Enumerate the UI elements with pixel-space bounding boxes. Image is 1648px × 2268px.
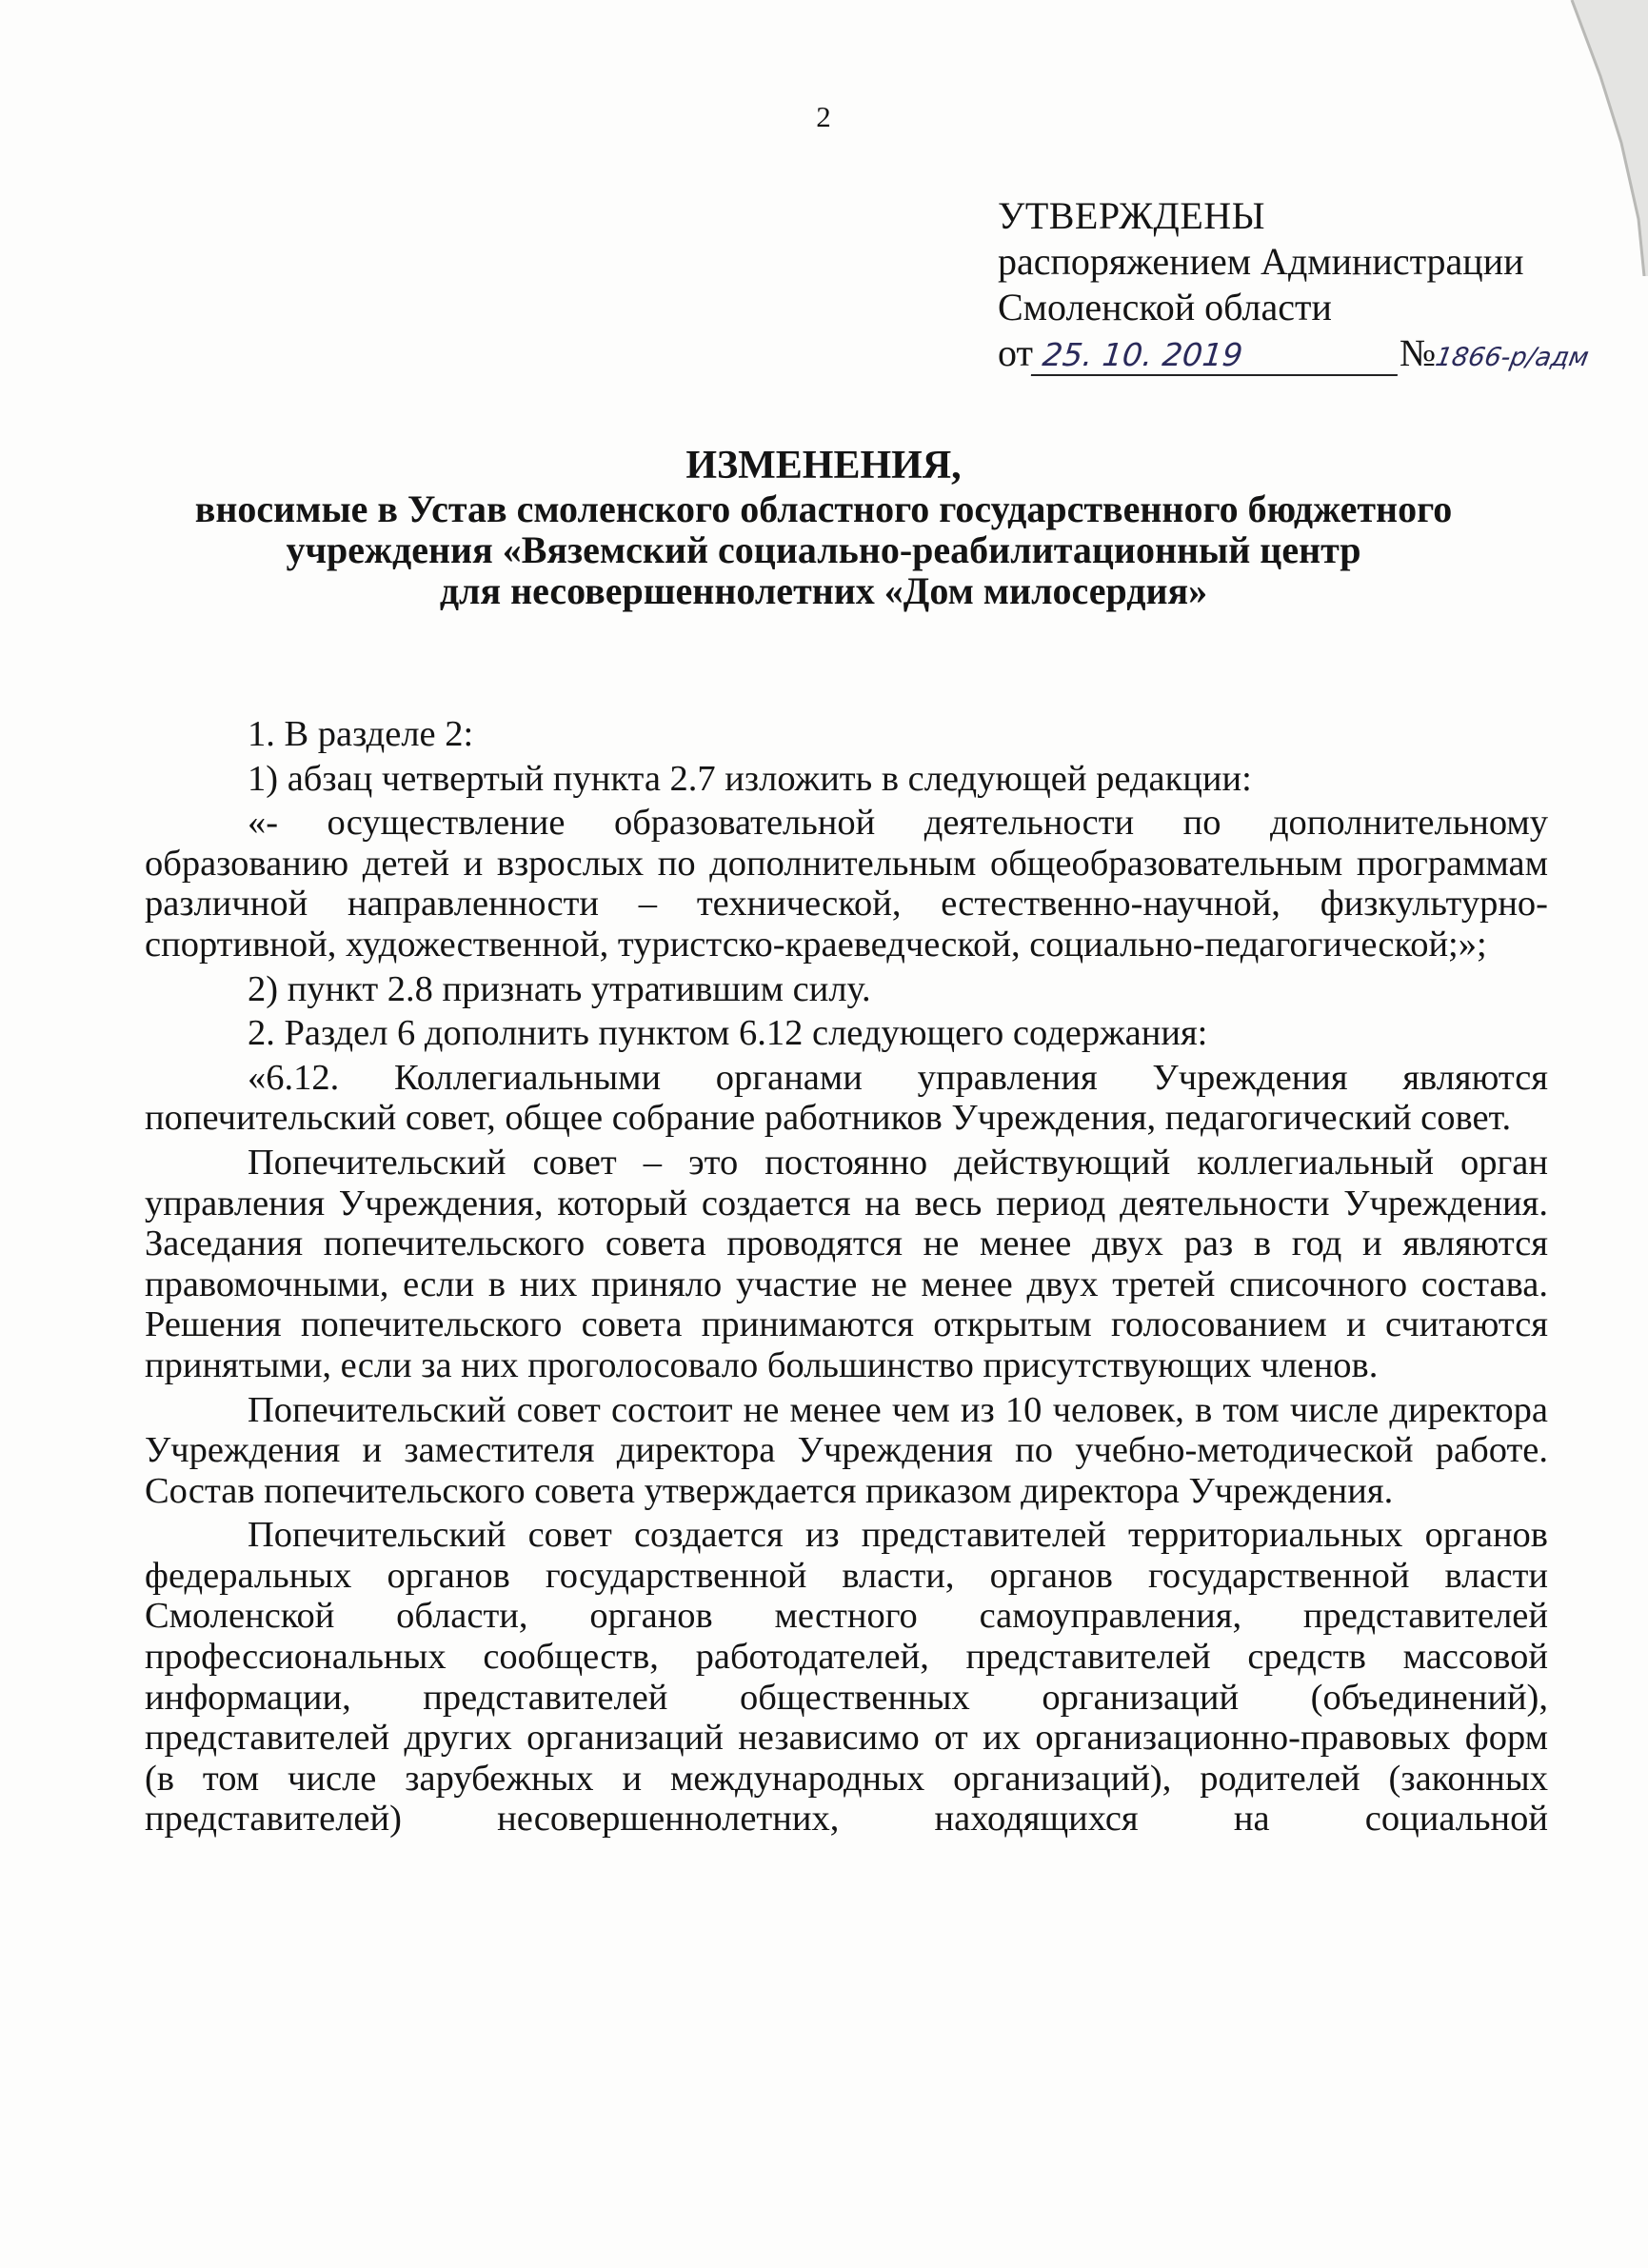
handwritten-date: 25. 10. 2019 (1031, 336, 1401, 376)
approval-stamp-block (998, 193, 1607, 377)
paragraph-item-2: 2) пункт 2.8 признать утратившим силу. (248, 968, 871, 1009)
page-number: 2 (816, 100, 832, 133)
paragraph-quote-2-7: «- осуществление образовательной деятельности по дополнительному образованию детей и взрослых по дополнительным общеобразовательным программам различной направленности – технической, естественно-научной, физкультурно-спортивной, художественной, туристско-краеведческой, социально-педагогической;»; (145, 803, 1548, 965)
paragraph-6-12: «6.12. Коллегиальными органами управления Учреждения являются попечительский совет, общее собрание работников Учреждения, педагогический совет. (145, 1057, 1548, 1139)
handwritten-number: 1866-р/адм (1433, 343, 1592, 372)
paragraph-council-definition: Попечительский совет – это постоянно действующий коллегиальный орган управления Учреждения, который создается на весь период деятельности Учреждения. Заседания попечительского совета проводятся не менее двух раз в год и являются правомочными, если в них приняло участие не менее двух третей списочного состава. Решения попечительского совета принимаются открытым голосованием и считаются принятыми, если за них проголосовало большинство присутствующих членов. (145, 1142, 1548, 1385)
approval-line-1: распоряжением Администрации (998, 240, 1524, 283)
paragraph-council-members: Попечительский совет создается из представителей территориальных органов федеральных органов государственной власти, органов государственной власти Смоленской области, органов местного самоуправления, представителей профессиональных сообществ, работодателей, представителей средств массовой информации, представителей общественных организаций (объединений), представителей других организаций независимо от их организационно-правовых форм (в том числе зарубежных и международных организаций), родителей (законных представителей) несовершеннолетних, находящихся на социальной (145, 1515, 1548, 1840)
approval-line-2: Смоленской области (998, 286, 1332, 328)
paragraph-section-6: 2. Раздел 6 дополнить пунктом 6.12 следующего содержания: (248, 1013, 1208, 1054)
heading-line-1: вносимые в Устав смоленского областного государственного бюджетного (194, 487, 1453, 530)
heading-line-2: учреждения «Вяземский социально-реабилитационный центр (286, 528, 1361, 571)
approval-number-prefix: № (1399, 331, 1437, 374)
approval-title: УТВЕРЖДЕНЫ (998, 194, 1266, 237)
paragraph-council-composition: Попечительский совет состоит не менее чем из 10 человек, в том числе директора Учреждения и заместителя директора Учреждения по учебно-методической работе. Состав попечительского совета утверждается приказом директора Учреждения. (145, 1389, 1548, 1511)
paragraph-item-1: 1) абзац четвертый пункта 2.7 изложить в следующей редакции: (248, 758, 1252, 799)
document-body (145, 714, 1548, 1843)
heading-title: ИЗМЕНЕНИЯ, (685, 444, 962, 487)
approval-date-line (998, 330, 1607, 377)
approval-date-prefix: от (998, 331, 1033, 374)
document-heading (143, 446, 1504, 611)
paragraph-section-2: 1. В разделе 2: (248, 714, 474, 754)
heading-line-3: для несовершеннолетних «Дом милосердия» (439, 569, 1208, 612)
